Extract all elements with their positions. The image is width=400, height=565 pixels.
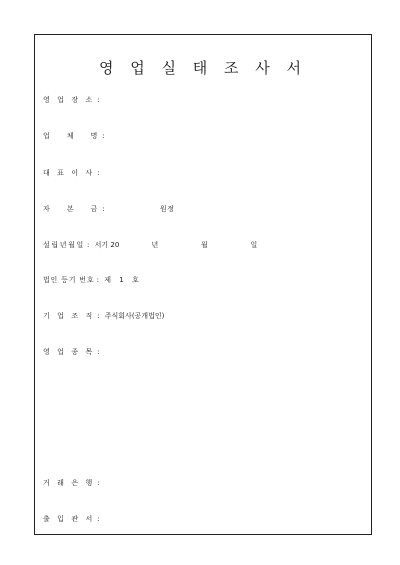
capital-label: 자 본 금 <box>43 205 101 213</box>
org-type-colon: : <box>97 312 100 320</box>
corp-reg-no-colon: : <box>96 276 100 284</box>
bank-label: 거 래 은 행 <box>43 479 95 487</box>
established-era: 서기 20 <box>94 241 120 249</box>
org-type-value: 주식회사(공개법인) <box>104 312 165 320</box>
field-business-place <box>43 95 103 105</box>
field-representative <box>43 168 103 178</box>
established-year-unit: 년 <box>151 241 159 249</box>
established-colon: : <box>87 241 90 249</box>
business-place-colon: : <box>97 96 100 104</box>
field-company-name <box>43 131 108 141</box>
field-org-type <box>43 311 164 321</box>
representative-colon: : <box>97 169 100 177</box>
business-items-label: 영 업 종 목 <box>43 348 95 356</box>
business-items-colon: : <box>97 348 100 356</box>
capital-unit: 원정 <box>159 205 175 213</box>
org-type-label: 기 업 조 직 <box>43 312 95 320</box>
field-corp-reg-no <box>43 275 139 285</box>
company-name-colon: : <box>102 132 105 140</box>
bank-colon: : <box>97 479 100 487</box>
capital-colon: : <box>102 205 105 213</box>
company-name-label: 업 체 명 <box>43 132 101 140</box>
corp-reg-no-prefix: 제 <box>104 276 112 284</box>
field-established <box>43 240 258 250</box>
corp-reg-no-suffix: 호 <box>131 276 139 284</box>
established-day-unit: 일 <box>250 241 258 249</box>
established-month-unit: 월 <box>201 241 209 249</box>
corp-reg-no-number: 1 <box>119 276 124 284</box>
form-sheet <box>34 34 372 535</box>
established-label: 설립년월일 <box>43 241 85 249</box>
representative-label: 대 표 이 사 <box>43 169 95 177</box>
agency-label: 출 입 관 서 <box>43 515 95 523</box>
form-title: 영 업 실 태 조 사 서 <box>98 59 308 77</box>
corp-reg-no-label: 법인 등기 번호 <box>43 276 95 284</box>
field-bank <box>43 478 103 488</box>
field-capital <box>43 204 174 214</box>
field-business-items <box>43 347 103 357</box>
field-agency <box>43 514 103 524</box>
business-place-label: 영 업 장 소 <box>43 96 95 104</box>
agency-colon: : <box>97 515 100 523</box>
